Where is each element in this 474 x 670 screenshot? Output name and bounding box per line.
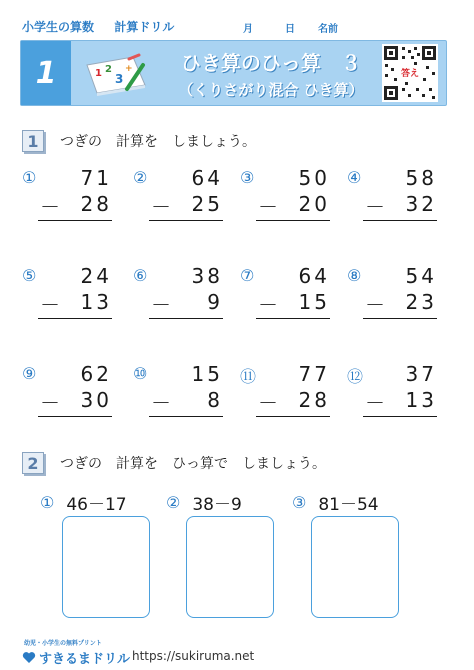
subtrahend: 20	[298, 192, 330, 216]
title-banner	[20, 40, 447, 106]
minus-sign: －	[258, 391, 278, 415]
answer-line	[256, 220, 330, 221]
section-1-instruction: つぎの 計算を しましょう。	[60, 134, 256, 150]
minus-sign: －	[258, 293, 278, 317]
problem-12[interactable]	[347, 362, 447, 422]
expression: 81－54	[318, 495, 379, 515]
subtrahend: 8	[207, 388, 223, 412]
subtrahend: 25	[191, 192, 223, 216]
problem-label: ②	[166, 493, 181, 512]
minus-sign: －	[40, 195, 60, 219]
minuend: 62	[80, 362, 112, 386]
problem-1[interactable]	[22, 166, 122, 226]
notebook-illustration-icon	[81, 51, 151, 97]
subtrahend: 28	[80, 192, 112, 216]
minus-sign: －	[365, 195, 385, 219]
problem-4[interactable]	[347, 166, 447, 226]
section-2-number: 2	[22, 452, 44, 474]
long-problem-2	[166, 490, 242, 515]
subtrahend: 28	[298, 388, 330, 412]
work-area-3[interactable]	[311, 516, 399, 618]
minuend: 64	[191, 166, 223, 190]
expression: 46－17	[66, 495, 127, 515]
page-subtitle: （くりさがり混合 ひき算）	[178, 81, 364, 99]
svg-text:1: 1	[95, 68, 102, 79]
answer-qr-code[interactable]	[382, 44, 438, 102]
qr-answer-label: 答え	[400, 66, 420, 79]
header-series: 計算ドリル	[114, 20, 175, 34]
subtrahend: 15	[298, 290, 330, 314]
section-2-heading	[22, 452, 326, 474]
name-label: 名前	[318, 24, 338, 35]
footer-logo[interactable]	[22, 648, 130, 667]
problem-8[interactable]	[347, 264, 447, 324]
subtrahend: 30	[80, 388, 112, 412]
svg-text:3: 3	[115, 72, 124, 86]
problem-label: ⑤	[22, 266, 37, 285]
problem-7[interactable]	[240, 264, 340, 324]
header-category: 小学生の算数	[22, 20, 95, 34]
answer-line	[363, 318, 437, 319]
minus-sign: －	[365, 293, 385, 317]
problem-label: ⑦	[240, 266, 255, 285]
sheet-number: 1	[21, 41, 71, 105]
long-problem-1	[40, 490, 127, 515]
problem-label: ⑪	[240, 367, 257, 386]
minuend: 54	[405, 264, 437, 288]
answer-line	[149, 220, 223, 221]
answer-line	[38, 220, 112, 221]
problem-11[interactable]	[240, 362, 340, 422]
work-area-1[interactable]	[62, 516, 150, 618]
minuend: 37	[405, 362, 437, 386]
problem-label: ⑨	[22, 364, 37, 383]
page-title: ひき算のひっ算 ３	[181, 51, 361, 75]
problem-label: ⑥	[133, 266, 148, 285]
subtrahend: 13	[405, 388, 437, 412]
footer-url-link[interactable]: https://sukiruma.net	[132, 649, 255, 663]
answer-line	[38, 416, 112, 417]
section-1-heading	[22, 130, 256, 152]
month-label: 月	[243, 24, 253, 35]
svg-text:+: +	[125, 64, 133, 74]
problem-label: ②	[133, 168, 148, 187]
problem-2[interactable]	[133, 166, 233, 226]
answer-line	[149, 416, 223, 417]
minus-sign: －	[258, 195, 278, 219]
minus-sign: －	[151, 293, 171, 317]
problem-label: ⑧	[347, 266, 362, 285]
answer-line	[38, 318, 112, 319]
problem-label: ③	[240, 168, 255, 187]
long-problem-3	[292, 490, 379, 515]
problem-label: ③	[292, 493, 307, 512]
svg-text:2: 2	[105, 64, 112, 75]
subtrahend: 9	[207, 290, 223, 314]
brand-name: すきるまドリル	[39, 652, 131, 667]
minus-sign: －	[365, 391, 385, 415]
work-area-2[interactable]	[186, 516, 274, 618]
answer-line	[256, 318, 330, 319]
subtrahend: 32	[405, 192, 437, 216]
day-label: 日	[285, 24, 295, 35]
problem-5[interactable]	[22, 264, 122, 324]
minus-sign: －	[151, 195, 171, 219]
minus-sign: －	[151, 391, 171, 415]
answer-line	[149, 318, 223, 319]
answer-line	[363, 220, 437, 221]
problem-3[interactable]	[240, 166, 340, 226]
problem-label: ⑩	[133, 364, 148, 383]
problem-9[interactable]	[22, 362, 122, 422]
minuend: 71	[80, 166, 112, 190]
minuend: 50	[298, 166, 330, 190]
header-title	[22, 18, 174, 35]
problem-label: ①	[22, 168, 37, 187]
answer-line	[256, 416, 330, 417]
section-1-number: 1	[22, 130, 44, 152]
minuend: 38	[191, 264, 223, 288]
minus-sign: －	[40, 391, 60, 415]
minuend: 15	[191, 362, 223, 386]
heart-icon	[22, 651, 36, 664]
subtrahend: 23	[405, 290, 437, 314]
problem-label: ④	[347, 168, 362, 187]
minuend: 77	[298, 362, 330, 386]
problem-6[interactable]	[133, 264, 233, 324]
minuend: 24	[80, 264, 112, 288]
footer-tagline: 幼児・小学生の無料プリント	[24, 640, 102, 647]
problem-10[interactable]	[133, 362, 233, 422]
section-2-instruction: つぎの 計算を ひっ算で しましょう。	[60, 456, 326, 472]
minuend: 64	[298, 264, 330, 288]
answer-line	[363, 416, 437, 417]
problem-label: ①	[40, 493, 55, 512]
minuend: 58	[405, 166, 437, 190]
problem-label: ⑫	[347, 367, 364, 386]
minus-sign: －	[40, 293, 60, 317]
subtrahend: 13	[80, 290, 112, 314]
expression: 38－9	[192, 495, 242, 515]
